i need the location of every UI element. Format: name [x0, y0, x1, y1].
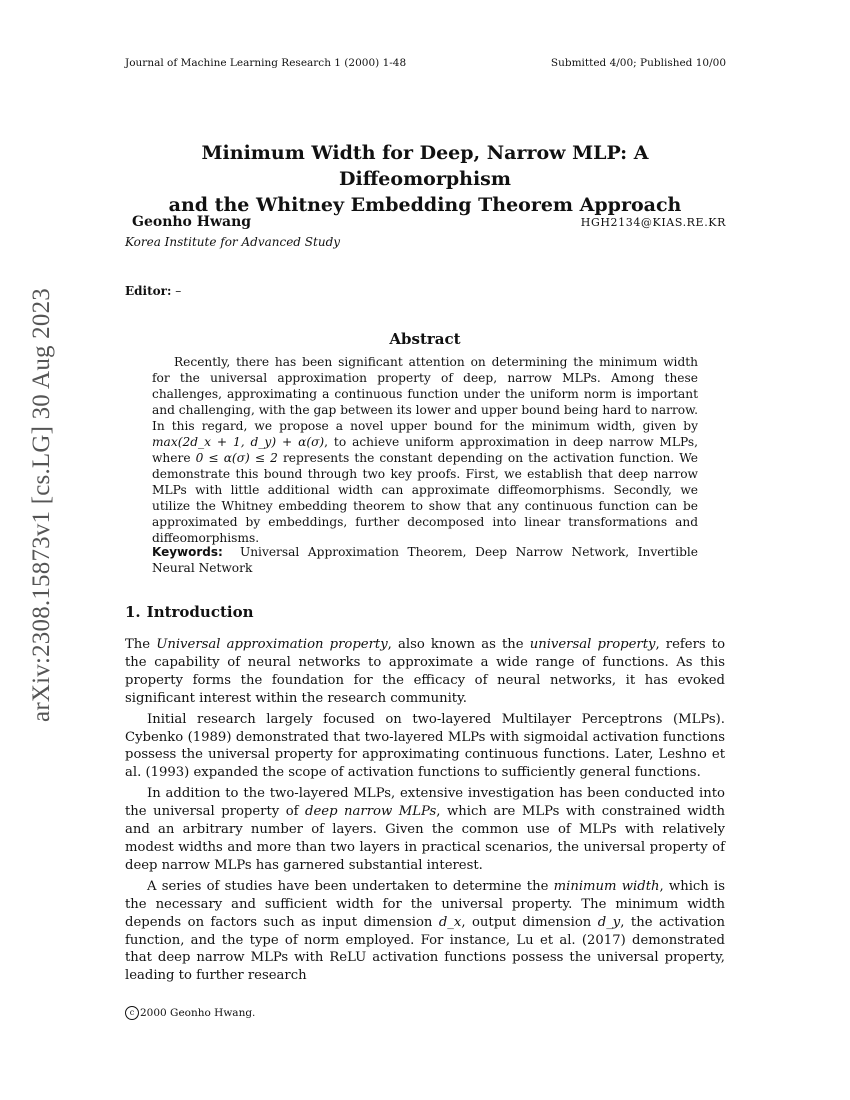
p3-emphasis: deep narrow MLPs	[305, 804, 437, 820]
author-name: Geonho Hwang	[132, 214, 252, 230]
abstract-text-3: represents the constant depending on the activation function. We demonstrate this bound through two key proofs. First, we establish that deep narrow MLPs with little additional width can approximate diffeomorphisms. Secondly, we utilize the Whitney embedding theorem to show that any continuous function can be approximated by embeddings, further decomposed into linear transformations and diffeomorphisms.	[152, 451, 698, 545]
intro-paragraph-4	[125, 878, 725, 985]
copyright-text: 2000 Geonho Hwang.	[140, 1007, 256, 1019]
editor-label: Editor:	[125, 284, 172, 298]
p1-emphasis-2: universal property	[529, 637, 656, 652]
abstract-math-bound: max(2d_x + 1, d_y) + α(σ)	[152, 435, 325, 449]
p4-math-dx: d_x	[438, 914, 462, 930]
title-line-1: Minimum Width for Deep, Narrow MLP: A Diffeomorphism	[201, 142, 649, 190]
abstract-heading: Abstract	[389, 330, 461, 348]
journal-header: Journal of Machine Learning Research 1 (2000) 1-48	[125, 57, 407, 69]
intro-paragraph-1	[125, 636, 725, 708]
p1-text-c: , refers to the capability of neural networks to approximate a wide range of functions. As this property forms the foundation for the efficacy of neural networks, it has evoked significant interest within the research community.	[125, 637, 726, 706]
title-line-2: and the Whitney Embedding Theorem Approach	[168, 194, 682, 216]
keywords	[152, 544, 698, 576]
introduction-body	[125, 636, 725, 988]
p4-text-c: , output dimension	[461, 914, 598, 930]
submission-dates: Submitted 4/00; Published 10/00	[550, 57, 726, 69]
intro-paragraph-2: Initial research largely focused on two-layered Multilayer Perceptrons (MLPs). Cybenko (1989) demonstrated that two-layered MLPs with sigmoidal activation functions possess the universal property for approximating continuous functions. Later, Leshno et al. (1993) expanded the scope of activation functions to sufficiently general functions.	[125, 711, 725, 781]
section-number: 1.	[125, 603, 141, 621]
abstract-math-alpha-range: 0 ≤ α(σ) ≤ 2	[195, 451, 278, 465]
abstract-text-1: Recently, there has been significant attention on determining the minimum width for the universal approximation property of deep, narrow MLPs. Among these challenges, approximating a continuous function under the uniform norm is important and challenging, with the gap between its lower and upper bound being hard to narrow. In this regard, we propose a novel upper bound for the minimum width, given by	[152, 355, 699, 433]
editor-value: –	[175, 284, 182, 298]
author-affiliation: Korea Institute for Advanced Study	[125, 235, 341, 249]
p4-text-a: A series of studies have been undertaken to determine the	[147, 878, 554, 894]
copyright-icon: c	[125, 1006, 139, 1020]
author-email: HGH2134@KIAS.RE.KR	[580, 216, 726, 229]
editor-line	[125, 284, 181, 298]
p1-text-b: , also known as the	[387, 637, 530, 652]
p1-emphasis-1: Universal approximation property	[156, 637, 388, 652]
paper-title	[125, 140, 725, 218]
p4-math-dy: d_y	[597, 914, 621, 930]
section-heading-introduction	[125, 603, 254, 621]
p3-text-b: , which are MLPs with constrained width and an arbitrary number of layers. Given the common use of MLPs with relatively modest widths and more than two layers in practical scenarios, the universal property of deep narrow MLPs has garnered substantial interest.	[125, 804, 725, 873]
arxiv-identifier-stamp: arXiv:2308.15873v1 [cs.LG] 30 Aug 2023	[28, 288, 55, 722]
p3-text-a: In addition to the two-layered MLPs, extensive investigation has been conducted into the universal property of	[125, 786, 725, 820]
p4-emphasis: minimum width	[553, 878, 660, 894]
copyright-footer	[125, 1006, 255, 1020]
section-title: Introduction	[146, 603, 254, 621]
abstract-text-2: , to achieve uniform approximation in deep narrow MLPs, where	[152, 435, 698, 465]
keywords-value: Universal Approximation Theorem, Deep Narrow Network, Invertible Neural Network	[152, 545, 699, 575]
abstract-body	[152, 354, 698, 546]
p4-text-d: , the activation function, and the type of norm employed. For instance, Lu et al. (2017) demonstrated that deep narrow MLPs with ReLU activation functions possess the universal property, leading to further research	[125, 914, 725, 984]
keywords-label: Keywords:	[152, 545, 223, 559]
intro-paragraph-3	[125, 785, 725, 875]
p4-text-b: , which is the necessary and sufficient width for the universal property. The minimum width depends on factors such as input dimension	[125, 878, 726, 930]
p1-text-a: The	[125, 637, 157, 652]
